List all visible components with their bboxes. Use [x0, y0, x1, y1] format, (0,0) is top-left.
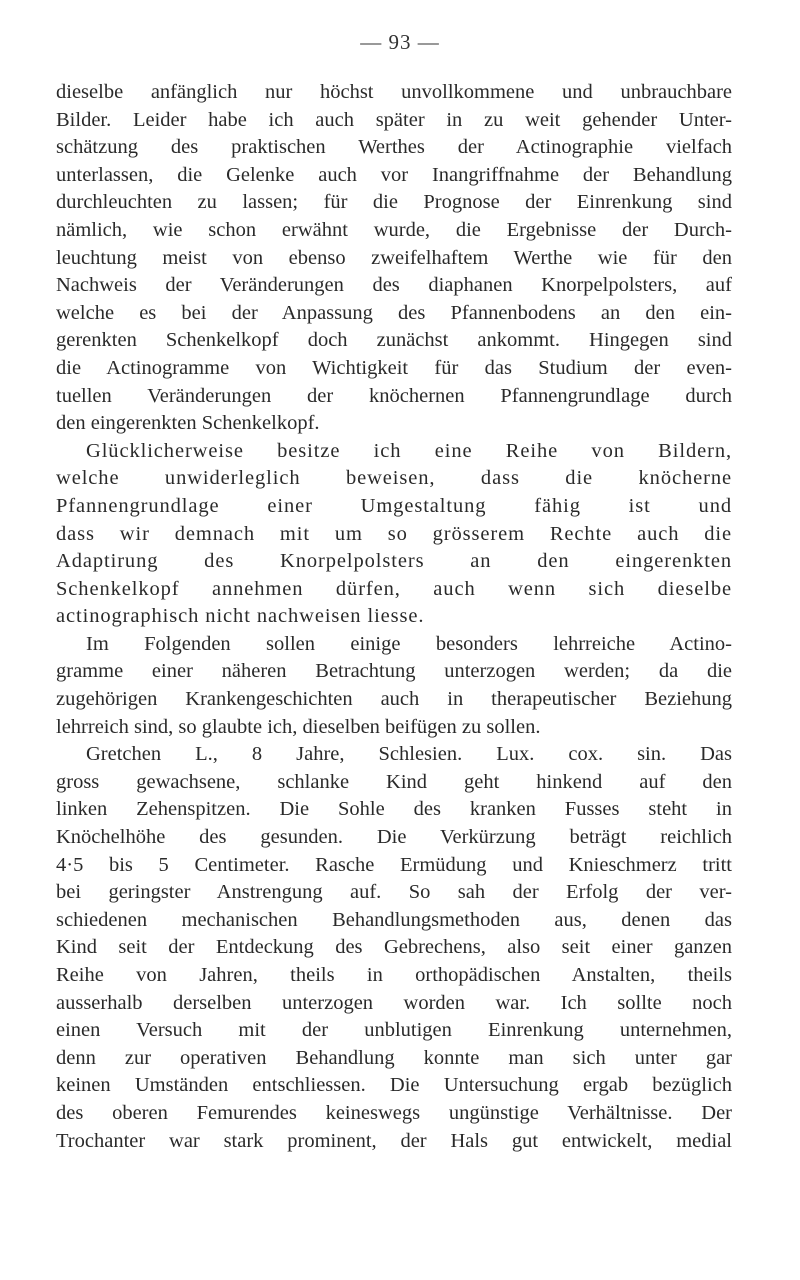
text-line: Gretchen L., 8 Jahre, Schlesien. Lux. cox. sin. Das: [86, 743, 732, 766]
text-line: gerenkten Schenkelkopf doch zunächst ankommt. Hingegen sind: [56, 329, 732, 352]
text-line: Knöchelhöhe des gesunden. Die Verkürzung beträgt reichlich: [56, 826, 732, 849]
text-line: leuchtung meist von ebenso zweifelhaftem Werthe wie für den: [56, 246, 732, 269]
text-line: durchleuchten zu lassen; für die Prognose der Einrenkung sind: [56, 191, 732, 214]
text-line: Bilder. Leider habe ich auch später in zu weit gehender Unter-: [56, 108, 732, 131]
text-line: dass wir demnach mit um so grösserem Rechte auch die: [56, 522, 732, 545]
text-line: bei geringster Anstrengung auf. So sah der Erfolg der ver-: [56, 881, 732, 904]
text-line: welche unwiderleglich beweisen, dass die knöcherne: [56, 467, 732, 490]
text-line: die Actinogramme von Wichtigkeit für das Studium der even-: [56, 356, 732, 379]
text-line: lehrreich sind, so glaubte ich, dieselben beifügen zu sollen.: [56, 715, 541, 738]
text-line: den eingerenkten Schenkelkopf.: [56, 412, 320, 435]
text-line: actinographisch nicht nachweisen liesse.: [56, 605, 425, 628]
text-line: Kind seit der Entdeckung des Gebrechens, also seit einer ganzen: [56, 936, 732, 959]
text-line: einen Versuch mit der unblutigen Einrenkung unternehmen,: [56, 1019, 732, 1042]
text-line: ausserhalb derselben unterzogen worden war. Ich sollte noch: [56, 991, 732, 1014]
text-line: linken Zehenspitzen. Die Sohle des kranken Fusses steht in: [56, 798, 732, 821]
text-line: nämlich, wie schon erwähnt wurde, die Ergebnisse der Durch-: [56, 218, 732, 241]
text-line: Trochanter war stark prominent, der Hals gut entwickelt, medial: [56, 1129, 732, 1152]
text-line: schätzung des praktischen Werthes der Actinographie vielfach: [56, 136, 732, 159]
text-line: schiedenen mechanischen Behandlungsmethoden aus, denen das: [56, 908, 732, 931]
body-text: [56, 79, 732, 1155]
text-line: unterlassen, die Gelenke auch vor Inangriffnahme der Behandlung: [56, 163, 732, 186]
text-line: Adaptirung des Knorpelpolsters an den eingerenkten: [56, 550, 732, 573]
text-line: Pfannengrundlage einer Umgestaltung fähig ist und: [56, 494, 732, 517]
text-line: Glücklicherweise besitze ich eine Reihe von Bildern,: [86, 439, 732, 462]
text-line: tuellen Veränderungen der knöchernen Pfannengrundlage durch: [56, 384, 732, 407]
text-line: welche es bei der Anpassung des Pfannenbodens an den ein-: [56, 301, 732, 324]
text-line: Im Folgenden sollen einige besonders lehrreiche Actino-: [86, 632, 732, 655]
text-line: Nachweis der Veränderungen des diaphanen Knorpelpolsters, auf: [56, 274, 732, 297]
text-line: 4·5 bis 5 Centimeter. Rasche Ermüdung und Knieschmerz tritt: [56, 853, 732, 876]
text-line: gramme einer näheren Betrachtung unterzogen werden; da die: [56, 660, 732, 683]
page-number: — 93 —: [360, 30, 440, 54]
text-line: gross gewachsene, schlanke Kind geht hinkend auf den: [56, 770, 732, 793]
text-line: dieselbe anfänglich nur höchst unvollkommene und unbrauchbare: [56, 81, 732, 103]
text-line: zugehörigen Krankengeschichten auch in therapeutischer Beziehung: [56, 688, 732, 711]
text-line: Reihe von Jahren, theils in orthopädischen Anstalten, theils: [56, 964, 732, 986]
text-line: keinen Umständen entschliessen. Die Untersuchung ergab bezüglich: [56, 1074, 732, 1097]
text-line: denn zur operativen Behandlung konnte man sich unter gar: [56, 1046, 732, 1069]
text-line: des oberen Femurendes keineswegs ungünstige Verhältnisse. Der: [56, 1101, 732, 1124]
text-line: Schenkelkopf annehmen dürfen, auch wenn sich dieselbe: [56, 577, 732, 600]
